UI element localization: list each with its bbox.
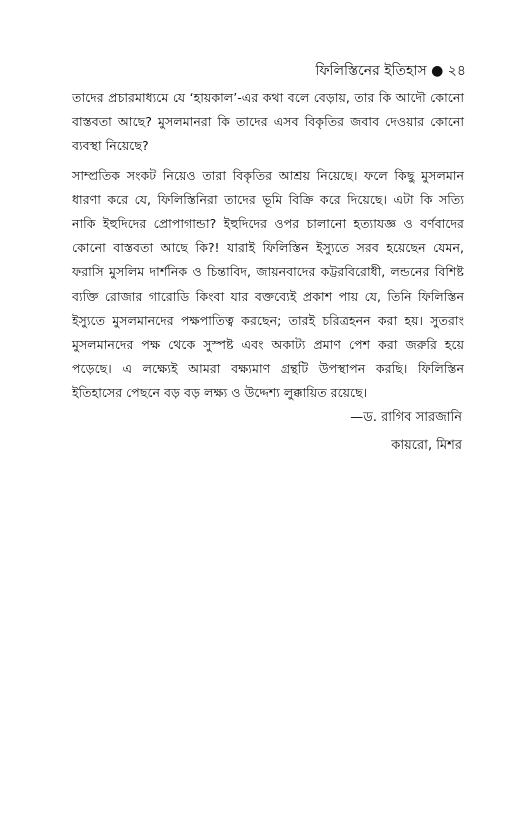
signature-place: কায়রো, মিশর	[391, 438, 462, 453]
signature-block	[350, 404, 462, 460]
author-signature: —ড. রাগিব সারজানি	[350, 410, 462, 425]
body-text	[72, 86, 464, 406]
main-paragraph: সাম্প্রতিক সংকট নিয়েও তারা বিকৃতির আশ্রয় নিয়েছে। ফলে কিছু মুসলমান ধারণা করে যে, ফিলিস্তিনিরা তাদের ভূমি বিক্রি করে দিয়েছে। এটা কি সত্যি নাকি ইহুদিদের প্রোপাগান্ডা? ইহুদিদের ওপর চালানো হত্যাযজ্ঞ ও বর্ণবাদের কোনো বাস্তবতা আছে কি?! যারাই ফিলিস্তিন ইস্যুতে সরব হয়েছেন যেমন, ফরাসি মুসলিম দার্শনিক ও চিন্তাবিদ, জায়নবাদের কট্টরবিরোধী, লন্ডনের বিশিষ্ট ব্যক্তি রোজার গারোডি কিংবা যার বক্তব্যেই প্রকাশ পায় যে, তিনি ফিলিস্তিন ইস্যুতে মুসলমানদের পক্ষপাতিত্ব করছেন; তারই চরিত্রহনন করা হয়। সুতরাং মুসলমানদের পক্ষ থেকে সুস্পষ্ট এবং অকাট্য প্রমাণ পেশ করা জরুরি হয়ে পড়েছে। এ লক্ষ্যেই আমরা বক্ষ্যমাণ গ্রন্থটি উপস্থাপন করছি। ফিলিস্তিন ইতিহাসের পেছনে বড় বড় লক্ষ্য ও উদ্দেশ্য লুক্কায়িত রয়েছে।	[72, 167, 464, 401]
running-header: ফিলিস্তিনের ইতিহাস ● ২৪	[315, 63, 466, 79]
question-paragraph: তাদের প্রচারমাধ্যমে যে ‘হায়কাল’-এর কথা বলে বেড়ায়, তার কি আদৌ কোনো বাস্তবতা আছে? মুসলমানরা কি তাদের এসব বিকৃতির জবাব দেওয়ার কোনো ব্যবস্থা নিয়েছে?	[72, 90, 464, 154]
